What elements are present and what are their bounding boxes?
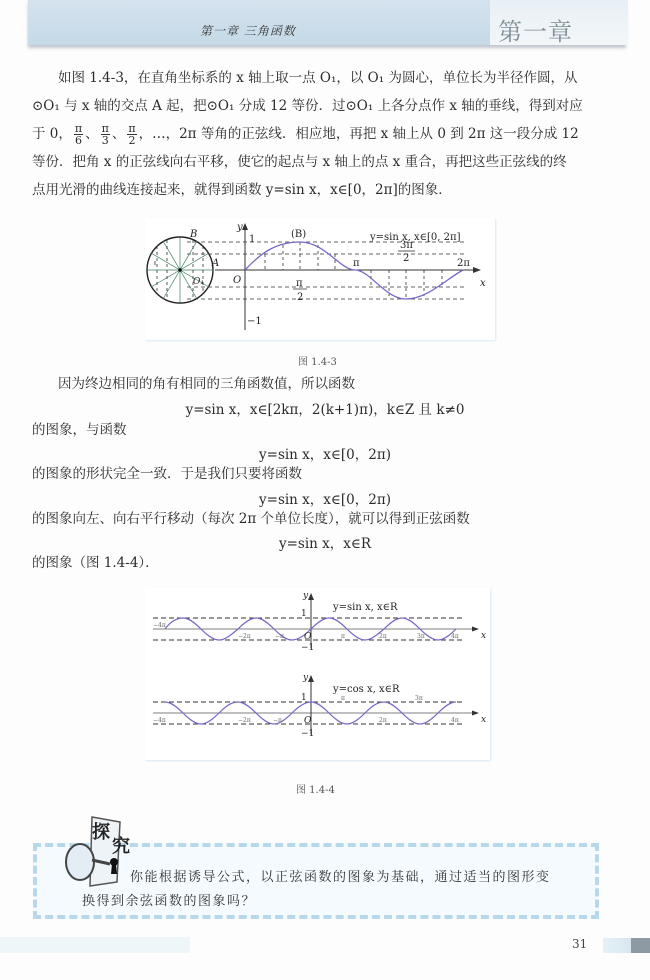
svg-text:1: 1 [301,609,307,619]
chapter-title: 第一章 三角函数 [200,24,296,38]
explore-question-line-2: 换得到余弦函数的图象吗？ [82,894,257,909]
svg-text:O: O [304,632,312,642]
fig2-cos-label: y=cos x, x∈R [333,684,400,695]
paragraph-3: 的图象，与函数 [32,422,127,438]
figure-1-4-4 [145,588,490,760]
svg-text:2π: 2π [379,633,387,640]
sine-graph [153,591,486,653]
explore-badge-char-2: 究 [112,836,130,857]
explore-badge-char-1: 探 [92,822,110,843]
svg-text:O: O [304,716,312,726]
svg-text:3π: 3π [415,695,423,702]
label-y: y [237,222,243,233]
svg-text:1: 1 [301,693,307,703]
label-pi-half-den: 2 [297,292,304,303]
fig2-sin-label: y=sin x, x∈R [333,602,398,613]
svg-text:π: π [341,695,345,702]
label-one: 1 [249,234,256,245]
label-b-paren: (B) [291,229,307,240]
svg-text:π: π [341,633,345,640]
svg-text:−4π: −4π [153,717,166,724]
paragraph-4: 的图象的形状完全一致．于是我们只要将函数 [32,466,302,482]
svg-text:x: x [481,715,487,725]
svg-text:y: y [303,591,309,601]
svg-text:4π: 4π [451,633,459,640]
label-neg-one: −1 [247,316,262,327]
fraction-pi-3: $\frac{\pi}{3}$ [101,122,109,147]
p1-line-3-end: ，…，2π 等角的正弦线．相应地，再把 x 轴上从 0 到 2π 这一段分成 12 [138,126,579,142]
page-number: 31 [572,937,588,951]
label-2pi: 2π [457,258,470,269]
svg-text:−2π: −2π [238,633,251,640]
svg-text:−2π: −2π [238,717,251,724]
label-pi-half-num: π [296,278,303,289]
svg-text:−4π: −4π [153,622,166,629]
formula-1: y=sin x，x∈[2kπ，2(k+1)π)，k∈Z 且 k≠0 [185,402,465,418]
label-o1: O₁ [193,277,204,287]
footer-band-left [0,937,190,953]
p1-line-4: 等份．把角 x 的正弦线向右平移，使它的起点与 x 轴上的点 x 重合，再把这些正弦线的终 [32,154,567,170]
figure-1-4-4-caption: 图 1.4-4 [296,785,335,796]
fraction-pi-2: $\frac{\pi}{2}$ [128,122,136,147]
fraction-pi-6: $\frac{\pi}{6}$ [74,122,83,147]
explore-question-line-1: 你能根据诱导公式，以正弦函数的图象为基础，通过适当的图形变 [130,870,551,885]
sine-cosine-graphs [145,588,490,760]
p1-line-1: 如图 1.4-3，在直角坐标系的 x 轴上取一点 O₁，以 O₁ 为圆心，单位长为半径作圆，从 [58,70,578,86]
svg-text:−π: −π [273,717,282,724]
p1-line-3: 于 0， $\frac{\pi}{6}$ 、 $\frac{\pi}{3}$ 、 $\frac{\pi}{2}$ ，…，2π 等角的正弦线．相应地，再把 x 轴上从 0 到 2π 这一段分成 12 [32,122,579,147]
label-3pi-half-den: 2 [403,253,410,264]
label-b: B [190,229,198,240]
fig1-function-label: y=sin x, x∈[0, 2π] [370,232,461,243]
formula-3: y=sin x，x∈[0，2π) [259,492,391,508]
formula-4: y=sin x，x∈R [278,536,372,552]
formula-2: y=sin x，x∈[0，2π) [259,447,391,463]
chapter-big-title: 第一章 [498,18,573,46]
figure-1-4-3-caption: 图 1.4-3 [298,357,337,368]
paragraph-5: 的图象向左、向右平行移动（每次 2π 个单位长度），就可以得到正弦函数 [32,511,470,527]
footer-band-right [603,938,650,953]
figure-1-4-3 [145,218,495,340]
cosine-graph [153,673,486,739]
p1-line-5: 点用光滑的曲线连接起来，就得到函数 y=sin x，x∈[0，2π]的图象． [32,182,452,198]
label-o: O [233,275,242,286]
label-a: A [212,258,220,269]
svg-text:3π: 3π [417,633,425,640]
svg-text:x: x [481,631,487,641]
label-x: x [480,278,486,289]
svg-text:y: y [303,673,309,683]
paragraph-2: 因为终边相同的角有相同的三角函数值，所以函数 [58,376,355,392]
sine-unit-circle-diagram [145,218,495,340]
label-pi: π [353,258,360,269]
svg-text:2π: 2π [379,717,387,724]
p1-line-3-start: 于 0， [32,126,72,142]
svg-text:−1: −1 [301,729,315,739]
paragraph-6: 的图象（图 1.4-4）． [32,555,159,571]
label-3pi-half-num: 3π [400,240,413,251]
svg-text:4π: 4π [451,717,459,724]
svg-text:−π: −π [275,633,284,640]
p1-line-2: ⊙O₁ 与 x 轴的交点 A 起，把⊙O₁ 分成 12 等份．过⊙O₁ 上各分点作 x 轴的垂线，得到对应 [32,98,583,114]
svg-text:−1: −1 [301,643,315,653]
paragraph-1 [32,64,622,204]
